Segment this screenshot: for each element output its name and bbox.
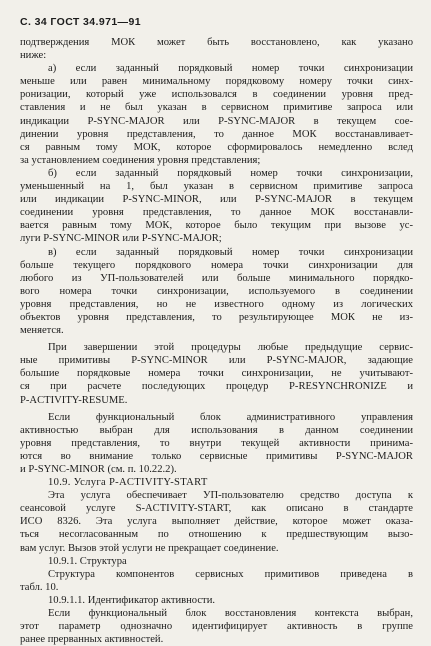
text-line: табл. 10.	[20, 581, 59, 593]
text-line: ниже:	[20, 50, 47, 62]
page-header: С. 34 ГОСТ 34.971—91	[20, 16, 141, 28]
text-line: меняется.	[20, 325, 64, 337]
text-line: ронизации, который уже использовался в соединении уровня пред-	[20, 89, 413, 101]
text-line: ранее прерванных активностей.	[20, 634, 164, 646]
text-line: вается равным тому МОК, которое было текущим при вызове ус-	[20, 220, 413, 232]
text-line: индикации P-SYNC-MAJOR или P-SYNC-MAJOR в текущем сое-	[20, 115, 413, 127]
text-line: ются во внимание только сервисные примитивы P-SYNC-MAJOR	[20, 450, 413, 462]
text-line: активностью выбран для использования в данном соединении	[20, 424, 413, 436]
text-line: ставления и не был указан в сервисном примитиве запроса или	[20, 102, 413, 114]
text-line: луги P-SYNC-MINOR или P-SYNC-MAJOR;	[20, 233, 222, 245]
text-line: и P-SYNC-MINOR (см. п. 10.22.2).	[20, 464, 177, 475]
text-line: соединении уровня представления, то данное МОК восстанавли-	[20, 207, 413, 219]
text-line: больше текущего порядкового номера точки синхронизации для	[20, 259, 413, 271]
text-line: вам услуг. Вызов этой услуги не прекращает соединение.	[20, 542, 279, 554]
text-line: за установлением соединения уровня представления;	[20, 154, 261, 166]
text-line: или индикации P-SYNC-MINOR, или P-SYNC-MAJOR в текущем	[20, 194, 413, 206]
text-line: Если функциональный блок административного управления	[48, 411, 413, 423]
text-line: этот параметр однозначно идентифицирует активность в группе	[20, 621, 413, 633]
text-line: сеансовой услуге S-ACTIVITY-START, как описано в стандарте	[20, 503, 413, 515]
text-line: Эта услуга обеспечивает УП-пользователю средство доступа к	[48, 490, 413, 502]
text-line: уровня представления, то внутри текущей активности принима-	[20, 437, 413, 449]
section-heading: 10.9. Услуга P-ACTIVITY-START	[48, 477, 208, 489]
text-line: а) если заданный порядковый номер точки синхронизации	[48, 63, 413, 75]
text-line: уровня представления, но не известного одному из логических	[20, 298, 413, 310]
text-line: Если функциональный блок восстановления контекста выбран,	[48, 608, 413, 620]
text-line: меньше или равен минимальному порядковому номеру точки синх-	[20, 76, 413, 88]
text-line: уменьшенный на 1, был указан в сервисном примитиве запроса	[20, 181, 413, 193]
text-line: подтверждения МОК может быть восстановлено, как указано	[20, 37, 413, 48]
subsection-heading: 10.9.1.1. Идентификатор активности.	[48, 594, 216, 606]
text-line: динении уровня представления, то данное МОК восстанавливает-	[20, 128, 413, 140]
text-line: ся при расчете последующих процедур P-RESYNCHRONIZE и	[20, 381, 413, 393]
text-line: ИСО 8326. Эта услуга выполняет действие, которое может оказа-	[20, 516, 413, 528]
text-line: ные примитивы P-SYNC-MINOR или P-SYNC-MAJOR, задающие	[20, 355, 413, 367]
text-line: ться несогласованным по отношению к предшествующим вызо-	[20, 529, 413, 541]
text-line: любого из УП-пользователей или больше минимального порядко-	[20, 272, 413, 284]
text-line: б) если заданный порядковый номер точки синхронизации,	[48, 167, 413, 179]
text-line: объектов уровня представления, то результирующее МОК не из-	[20, 311, 413, 323]
text-line: P-ACTIVITY-RESUME.	[20, 394, 128, 406]
text-line: в) если заданный порядковый номер точки синхронизации	[48, 246, 413, 258]
document-body	[20, 36, 413, 646]
text-line: При завершении этой процедуры любые предыдущие сервис-	[48, 342, 413, 354]
text-line: ся равным тому МОК, которое сформировалось немедленно вслед	[20, 141, 413, 153]
text-line: Структура компонентов сервисных примитивов приведена в	[48, 568, 413, 580]
text-line: вого номера точки синхронизации, используемого в соединении	[20, 285, 413, 297]
text-line: большие порядковые номера точки синхронизации, не учитывают-	[20, 368, 413, 380]
subsection-heading: 10.9.1. Структура	[48, 555, 127, 567]
